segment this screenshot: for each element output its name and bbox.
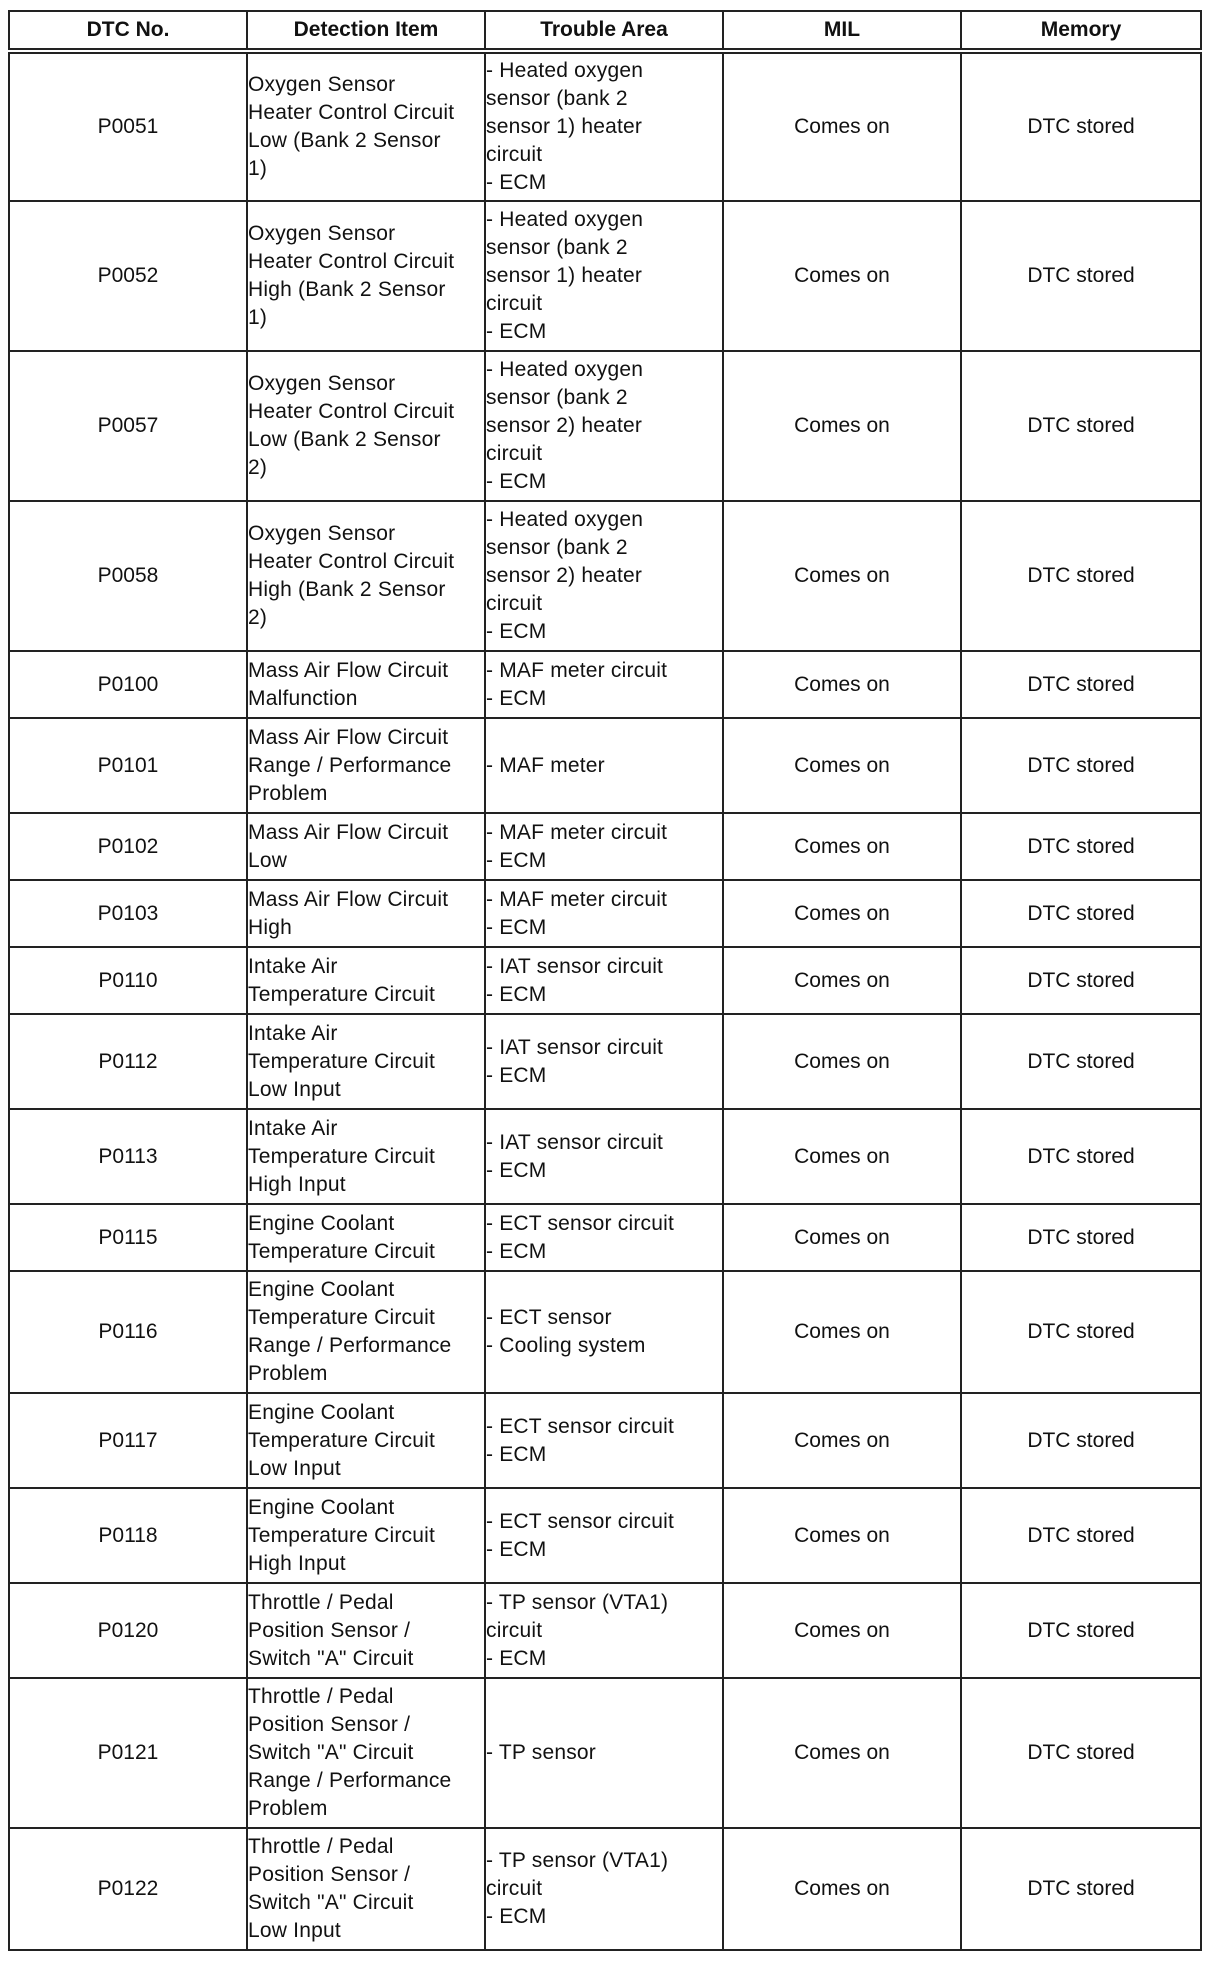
detection-item-line: High Input: [248, 1551, 346, 1575]
trouble-area-cell: [485, 1488, 723, 1583]
mil-cell: Comes on: [723, 351, 961, 501]
detection-item-line: Temperature Circuit: [248, 1144, 436, 1168]
table-row: [9, 1271, 1201, 1393]
detection-item-line: Low Input: [248, 1077, 341, 1101]
trouble-area-line: - TP sensor (VTA1): [486, 1849, 669, 1872]
trouble-area-cell: [485, 1393, 723, 1488]
table-row: [9, 1828, 1201, 1950]
trouble-area-line: circuit: [486, 592, 543, 615]
trouble-area-line: - ECM: [486, 686, 547, 710]
trouble-area-cell: [485, 51, 723, 201]
dtc-code-cell: P0052: [9, 201, 247, 351]
dtc-code-cell: P0116: [9, 1271, 247, 1393]
detection-item-cell: [247, 1828, 485, 1950]
mil-cell: Comes on: [723, 813, 961, 880]
detection-item-line: Malfunction: [248, 686, 358, 710]
trouble-area-line: - ECM: [486, 915, 547, 939]
mil-cell: Comes on: [723, 1014, 961, 1109]
mil-cell: Comes on: [723, 1109, 961, 1204]
detection-item-line: Mass Air Flow Circuit: [248, 887, 449, 911]
dtc-code-cell: P0122: [9, 1828, 247, 1950]
trouble-area-line: - IAT sensor circuit: [486, 1130, 664, 1154]
memory-cell: DTC stored: [961, 813, 1201, 880]
detection-item-line: Range / Performance: [248, 1334, 452, 1357]
trouble-area-cell: [485, 1204, 723, 1271]
detection-item-cell: [247, 501, 485, 651]
trouble-area-line: - ECM: [486, 1537, 547, 1561]
table-row: [9, 51, 1201, 201]
dtc-code-cell: P0110: [9, 947, 247, 1014]
table-row: [9, 1014, 1201, 1109]
header-row: [9, 11, 1201, 51]
table-row: [9, 201, 1201, 351]
trouble-area-line: sensor (bank 2: [486, 87, 628, 110]
trouble-area-line: sensor (bank 2: [486, 236, 628, 259]
header-memory: Memory: [961, 11, 1201, 51]
header-mil: MIL: [723, 11, 961, 51]
detection-item-line: Low Input: [248, 1919, 341, 1942]
memory-cell: DTC stored: [961, 201, 1201, 351]
detection-item-line: Throttle / Pedal: [248, 1685, 394, 1708]
trouble-area-cell: [485, 1109, 723, 1204]
detection-item-line: Problem: [248, 781, 328, 805]
dtc-table: [8, 10, 1202, 1951]
dtc-code-cell: P0051: [9, 51, 247, 201]
detection-item-line: Problem: [248, 1797, 328, 1820]
memory-cell: DTC stored: [961, 1488, 1201, 1583]
mil-cell: Comes on: [723, 1828, 961, 1950]
detection-item-line: Range / Performance: [248, 1769, 452, 1792]
mil-cell: Comes on: [723, 947, 961, 1014]
trouble-area-cell: [485, 201, 723, 351]
trouble-area-line: - MAF meter circuit: [486, 820, 668, 844]
trouble-area-cell: [485, 813, 723, 880]
detection-item-line: Heater Control Circuit: [248, 101, 455, 124]
trouble-area-cell: [485, 1828, 723, 1950]
detection-item-cell: [247, 1204, 485, 1271]
detection-item-line: Oxygen Sensor: [248, 73, 396, 96]
detection-item-line: Intake Air: [248, 1116, 338, 1140]
trouble-area-line: - ECM: [486, 320, 547, 343]
trouble-area-line: - ECM: [486, 470, 547, 493]
dtc-code-cell: P0118: [9, 1488, 247, 1583]
detection-item-cell: [247, 1271, 485, 1393]
mil-cell: Comes on: [723, 1583, 961, 1678]
trouble-area-line: - ECT sensor circuit: [486, 1414, 674, 1438]
header-dtc-no: DTC No.: [9, 11, 247, 51]
memory-cell: DTC stored: [961, 1678, 1201, 1828]
detection-item-line: High (Bank 2 Sensor: [248, 278, 446, 301]
trouble-area-line: sensor 2) heater: [486, 414, 643, 437]
memory-cell: DTC stored: [961, 718, 1201, 813]
detection-item-line: High Input: [248, 1172, 346, 1196]
dtc-code-cell: P0103: [9, 880, 247, 947]
detection-item-line: Switch "A" Circuit: [248, 1646, 414, 1670]
detection-item-cell: [247, 880, 485, 947]
trouble-area-line: - ECM: [486, 171, 547, 194]
trouble-area-line: - ECM: [486, 1646, 547, 1670]
trouble-area-cell: [485, 718, 723, 813]
mil-cell: Comes on: [723, 651, 961, 718]
detection-item-line: 1): [248, 306, 268, 329]
detection-item-line: Mass Air Flow Circuit: [248, 725, 449, 749]
memory-cell: DTC stored: [961, 51, 1201, 201]
table-row: [9, 651, 1201, 718]
detection-item-line: Oxygen Sensor: [248, 222, 396, 245]
detection-item-line: Throttle / Pedal: [248, 1835, 394, 1858]
detection-item-cell: [247, 1583, 485, 1678]
dtc-code-cell: P0121: [9, 1678, 247, 1828]
detection-item-cell: [247, 813, 485, 880]
mil-cell: Comes on: [723, 718, 961, 813]
trouble-area-cell: [485, 880, 723, 947]
detection-item-line: Intake Air: [248, 954, 338, 978]
table-row: [9, 813, 1201, 880]
dtc-code-cell: P0112: [9, 1014, 247, 1109]
memory-cell: DTC stored: [961, 1583, 1201, 1678]
detection-item-line: Heater Control Circuit: [248, 250, 455, 273]
trouble-area-line: sensor (bank 2: [486, 536, 628, 559]
detection-item-line: Low: [248, 848, 288, 872]
detection-item-line: Mass Air Flow Circuit: [248, 658, 449, 682]
trouble-area-cell: [485, 651, 723, 718]
trouble-area-cell: [485, 1583, 723, 1678]
detection-item-line: High: [248, 915, 292, 939]
trouble-area-line: - IAT sensor circuit: [486, 954, 664, 978]
detection-item-line: Low Input: [248, 1456, 341, 1480]
trouble-area-line: sensor 2) heater: [486, 564, 643, 587]
trouble-area-cell: [485, 1678, 723, 1828]
trouble-area-line: sensor (bank 2: [486, 386, 628, 409]
memory-cell: DTC stored: [961, 1014, 1201, 1109]
detection-item-line: Position Sensor /: [248, 1863, 411, 1886]
detection-item-cell: [247, 1488, 485, 1583]
header-trouble-area: Trouble Area: [485, 11, 723, 51]
dtc-code-cell: P0102: [9, 813, 247, 880]
table-row: [9, 1393, 1201, 1488]
mil-cell: Comes on: [723, 1488, 961, 1583]
trouble-area-line: circuit: [486, 1877, 543, 1900]
trouble-area-line: - ECM: [486, 1442, 547, 1466]
dtc-code-cell: P0117: [9, 1393, 247, 1488]
trouble-area-line: - Heated oxygen: [486, 508, 644, 531]
detection-item-line: Oxygen Sensor: [248, 372, 396, 395]
trouble-area-line: - Heated oxygen: [486, 208, 644, 231]
detection-item-line: Intake Air: [248, 1021, 338, 1045]
detection-item-line: 1): [248, 157, 268, 180]
trouble-area-line: circuit: [486, 1618, 543, 1642]
trouble-area-line: - MAF meter: [486, 753, 605, 777]
detection-item-line: Temperature Circuit: [248, 1306, 436, 1329]
header-detection-item: Detection Item: [247, 11, 485, 51]
memory-cell: DTC stored: [961, 1393, 1201, 1488]
trouble-area-cell: [485, 501, 723, 651]
detection-item-line: Position Sensor /: [248, 1618, 411, 1642]
detection-item-line: Switch "A" Circuit: [248, 1891, 414, 1914]
table-row: [9, 501, 1201, 651]
table-row: [9, 1204, 1201, 1271]
detection-item-cell: [247, 1109, 485, 1204]
table-row: [9, 1488, 1201, 1583]
detection-item-cell: [247, 1393, 485, 1488]
detection-item-line: High (Bank 2 Sensor: [248, 578, 446, 601]
dtc-code-cell: P0057: [9, 351, 247, 501]
memory-cell: DTC stored: [961, 351, 1201, 501]
detection-item-line: Temperature Circuit: [248, 1428, 436, 1452]
trouble-area-line: - ECM: [486, 1158, 547, 1182]
trouble-area-line: - ECM: [486, 982, 547, 1006]
trouble-area-line: - ECM: [486, 620, 547, 643]
detection-item-cell: [247, 201, 485, 351]
trouble-area-line: - MAF meter circuit: [486, 887, 668, 911]
detection-item-line: Range / Performance: [248, 753, 452, 777]
trouble-area-cell: [485, 351, 723, 501]
detection-item-line: Engine Coolant: [248, 1495, 395, 1519]
detection-item-line: Temperature Circuit: [248, 1239, 436, 1263]
trouble-area-line: circuit: [486, 143, 543, 166]
mil-cell: Comes on: [723, 1393, 961, 1488]
trouble-area-line: - TP sensor (VTA1): [486, 1590, 669, 1614]
table-row: [9, 880, 1201, 947]
table-row: [9, 947, 1201, 1014]
memory-cell: DTC stored: [961, 501, 1201, 651]
trouble-area-line: - ECT sensor circuit: [486, 1509, 674, 1533]
dtc-code-cell: P0058: [9, 501, 247, 651]
mil-cell: Comes on: [723, 201, 961, 351]
trouble-area-cell: [485, 1271, 723, 1393]
trouble-area-cell: [485, 947, 723, 1014]
mil-cell: Comes on: [723, 51, 961, 201]
trouble-area-line: sensor 1) heater: [486, 264, 643, 287]
dtc-code-cell: P0100: [9, 651, 247, 718]
trouble-area-line: - Cooling system: [486, 1334, 646, 1357]
detection-item-line: Low (Bank 2 Sensor: [248, 428, 441, 451]
detection-item-cell: [247, 1014, 485, 1109]
detection-item-line: Temperature Circuit: [248, 982, 436, 1006]
trouble-area-line: - ECT sensor: [486, 1306, 612, 1329]
trouble-area-line: - MAF meter circuit: [486, 658, 668, 682]
trouble-area-line: - Heated oxygen: [486, 358, 644, 381]
detection-item-line: Temperature Circuit: [248, 1523, 436, 1547]
detection-item-line: 2): [248, 456, 268, 479]
dtc-code-cell: P0113: [9, 1109, 247, 1204]
detection-item-cell: [247, 651, 485, 718]
trouble-area-cell: [485, 1014, 723, 1109]
detection-item-line: Mass Air Flow Circuit: [248, 820, 449, 844]
table-row: [9, 351, 1201, 501]
detection-item-line: Oxygen Sensor: [248, 522, 396, 545]
trouble-area-line: sensor 1) heater: [486, 115, 643, 138]
trouble-area-line: - TP sensor: [486, 1741, 596, 1764]
trouble-area-line: - IAT sensor circuit: [486, 1035, 664, 1059]
trouble-area-line: - Heated oxygen: [486, 59, 644, 82]
mil-cell: Comes on: [723, 1678, 961, 1828]
table-row: [9, 718, 1201, 813]
mil-cell: Comes on: [723, 1271, 961, 1393]
memory-cell: DTC stored: [961, 947, 1201, 1014]
memory-cell: DTC stored: [961, 1204, 1201, 1271]
detection-item-line: Heater Control Circuit: [248, 400, 455, 423]
detection-item-line: Engine Coolant: [248, 1211, 395, 1235]
trouble-area-line: - ECM: [486, 1063, 547, 1087]
detection-item-line: Engine Coolant: [248, 1400, 395, 1424]
detection-item-cell: [247, 351, 485, 501]
trouble-area-line: - ECM: [486, 1239, 547, 1263]
detection-item-line: Switch "A" Circuit: [248, 1741, 414, 1764]
trouble-area-line: - ECM: [486, 848, 547, 872]
memory-cell: DTC stored: [961, 1109, 1201, 1204]
detection-item-cell: [247, 947, 485, 1014]
memory-cell: DTC stored: [961, 880, 1201, 947]
dtc-code-cell: P0115: [9, 1204, 247, 1271]
detection-item-line: Heater Control Circuit: [248, 550, 455, 573]
detection-item-line: Throttle / Pedal: [248, 1590, 394, 1614]
mil-cell: Comes on: [723, 501, 961, 651]
detection-item-line: Engine Coolant: [248, 1278, 395, 1301]
trouble-area-line: - ECT sensor circuit: [486, 1211, 674, 1235]
memory-cell: DTC stored: [961, 1271, 1201, 1393]
detection-item-cell: [247, 718, 485, 813]
dtc-code-cell: P0101: [9, 718, 247, 813]
detection-item-line: Position Sensor /: [248, 1713, 411, 1736]
detection-item-cell: [247, 1678, 485, 1828]
table-row: [9, 1583, 1201, 1678]
trouble-area-line: - ECM: [486, 1905, 547, 1928]
dtc-code-cell: P0120: [9, 1583, 247, 1678]
trouble-area-line: circuit: [486, 292, 543, 315]
table-row: [9, 1678, 1201, 1828]
mil-cell: Comes on: [723, 1204, 961, 1271]
memory-cell: DTC stored: [961, 1828, 1201, 1950]
trouble-area-line: circuit: [486, 442, 543, 465]
mil-cell: Comes on: [723, 880, 961, 947]
table-row: [9, 1109, 1201, 1204]
detection-item-line: 2): [248, 606, 268, 629]
detection-item-line: Problem: [248, 1362, 328, 1385]
detection-item-line: Low (Bank 2 Sensor: [248, 129, 441, 152]
detection-item-line: Temperature Circuit: [248, 1049, 436, 1073]
table-body: [9, 51, 1201, 1950]
memory-cell: DTC stored: [961, 651, 1201, 718]
detection-item-cell: [247, 51, 485, 201]
